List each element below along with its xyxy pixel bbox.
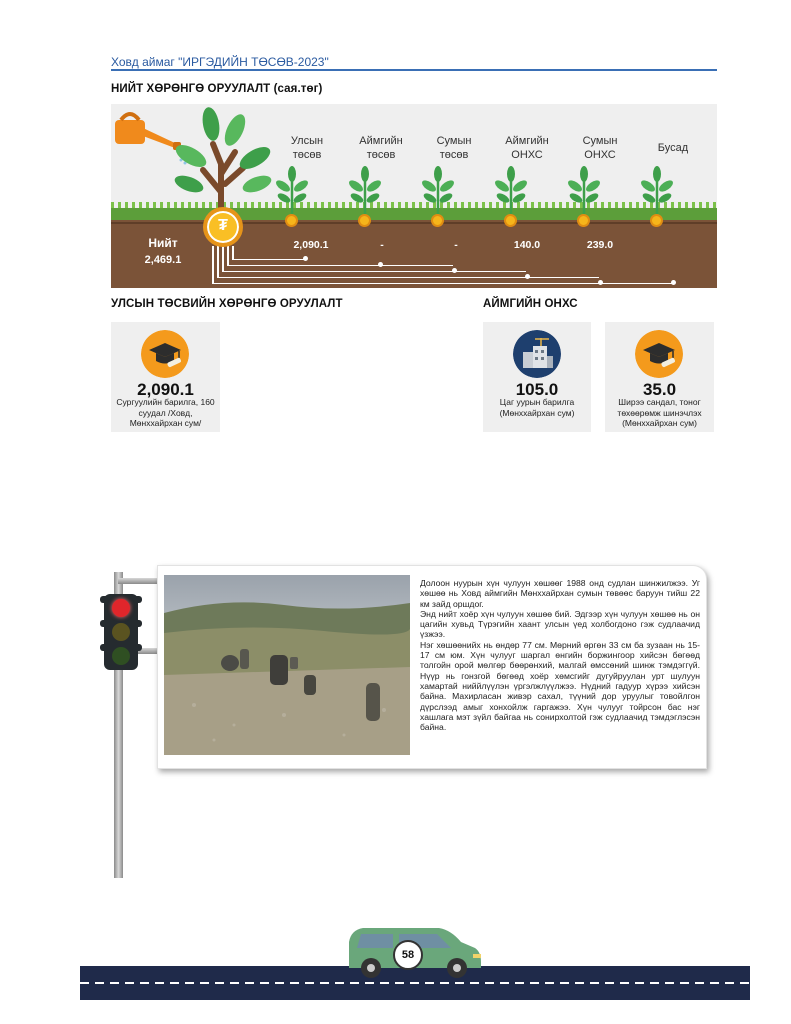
building-icon: [513, 330, 561, 378]
column-value-soum-budget: -: [454, 239, 458, 251]
sprout-icon: [421, 166, 455, 214]
column-value-aimag-onhs: 140.0: [513, 239, 541, 251]
card-value: 105.0: [515, 380, 559, 399]
card-value: 35.0: [642, 380, 677, 399]
page-number: 58: [393, 940, 423, 970]
investment-infographic: [111, 104, 717, 288]
sprout-icon: [348, 166, 382, 214]
card-description: Цаг уурын барилга (Мөнххайрхан сум): [499, 397, 575, 418]
sprout-icon: [494, 166, 528, 214]
graduation-cap-icon: [141, 330, 189, 378]
document-header-title: Ховд аймаг "ИРГЭДИЙН ТӨСӨВ-2023": [111, 55, 329, 69]
card-description: Ширээ сандал, тоног төхөөрөмж шинэчлэх (Мөнххайрхан сум): [617, 397, 702, 428]
coin-icon: [504, 214, 517, 227]
yellow-light: [112, 623, 130, 641]
red-light: [112, 599, 130, 617]
graduation-cap-icon: [635, 330, 683, 378]
total-label: Нийт: [148, 236, 178, 250]
coin-icon: [431, 214, 444, 227]
coin-icon: [650, 214, 663, 227]
card-description: Сургуулийн барилга, 160 суудал /Ховд, Мөнххайрхан сум/: [116, 397, 215, 428]
column-label-other: Бусад: [657, 142, 689, 154]
stone-statues-photo: [164, 575, 410, 755]
coin-icon: [285, 214, 298, 227]
column-value-state-budget: 2,090.1: [293, 239, 329, 251]
sprout-icon: [640, 166, 674, 214]
green-light: [112, 647, 130, 665]
column-value-aimag-budget: -: [380, 239, 384, 251]
column-label-aimag-budget: Аймгийн төсөв: [359, 135, 403, 161]
coin-icon: [577, 214, 590, 227]
traffic-light-icon: [104, 594, 138, 670]
coin-icon: [358, 214, 371, 227]
column-value-soum-onhs: 239.0: [586, 239, 614, 251]
aimag-onhs-card-1: [483, 322, 591, 432]
card-value: 2,090.1: [137, 380, 194, 399]
billboard-text: Долоон нуурын хүн чулуун хөшөөг 1988 онд судлан шинжилжээ. Уг хөшөө нь Ховд аймгийн Мөнххайрхан сумын төвөөс баруун тийш 22 км зайд оршдог. Энд нийт хоёр хүн чулуун хөшөө бий. Эдгээр хүн чулуун хөшөө нь он цагийн хувьд Түрэгийн хаант улсын үед холбогдоно гэж судлаачид үзжээ. Нэг хөшөөнийх нь өндөр 77 см. Мөрний өргөн 33 см ба зузаан нь 15-17 см юм. Хүн чулууг шаргал өнгийн боржингоор хийсэн бөгөөд толгойн орой мөлгөр бөөрөнхий, малгай өмссөний шинж тэмдэггүй. Нүүр нь гонзгой бөгөөд хоёр хөмсгийг дугуйруулан урт шулуун хамартай ниййлүүлэн үргэлжлүүлжээ. Нүдний гадуур хүрээ хийсэн байна. Махирласан живэр сахал, түүний дор уруулыг товойлгон дүрслээд амыг хонхойлж гаргажээ. Хүн чулууг тойрсон бас нэг хашлага мэт зүйл байгаа нь сонирхолтой гэж судлаачид тэмдэглэсэн байна.: [420, 578, 700, 733]
column-label-soum-onhs: Сумын ОНХС: [582, 135, 618, 161]
total-value: 2,469.1: [144, 254, 182, 266]
state-budget-card: [111, 322, 220, 432]
investment-section-title: НИЙТ ХӨРӨНГӨ ОРУУЛАЛТ (сая.төг): [111, 83, 323, 95]
aimag-onhs-section-title: АЙМГИЙН ОНХС: [483, 298, 578, 310]
state-budget-section-title: УЛСЫН ТӨСВИЙН ХӨРӨНГӨ ОРУУЛАЛТ: [111, 298, 343, 310]
column-label-soum-budget: Сумын төсөв: [436, 135, 472, 161]
money-tree-icon: [173, 104, 273, 216]
sprout-icon: [275, 166, 309, 214]
sprout-icon: [567, 166, 601, 214]
column-label-aimag-onhs: Аймгийн ОНХС: [505, 135, 549, 161]
total-coin-icon: ₮: [203, 207, 243, 247]
column-label-state-budget: Улсын төсөв: [290, 135, 324, 161]
header-divider: [111, 69, 717, 71]
road-center-line: [80, 982, 750, 984]
aimag-onhs-card-2: [605, 322, 714, 432]
pole-arm-top: [118, 578, 158, 584]
landscape-illustration: [164, 575, 410, 755]
